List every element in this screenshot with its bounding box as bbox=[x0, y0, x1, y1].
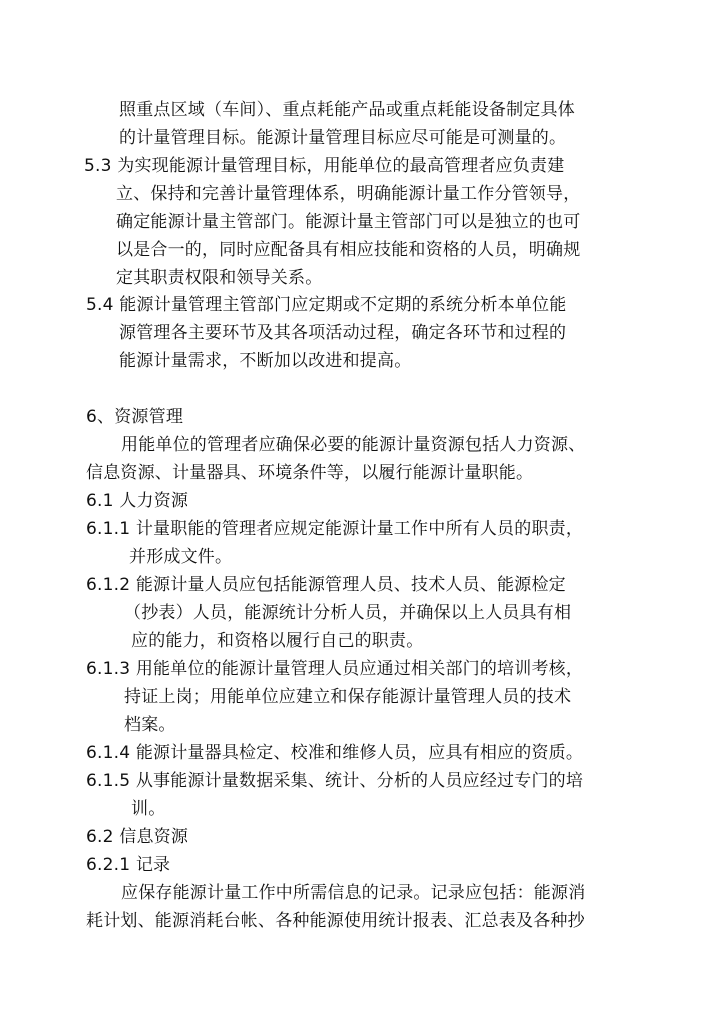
subsection-heading-6-1: 6.1 人力资源 bbox=[86, 491, 189, 511]
text-line: 照重点区域（车间）、重点耗能产品或重点耗能设备制定具体 bbox=[119, 100, 575, 120]
text-line: 档案。 bbox=[124, 715, 176, 735]
paragraph-line: 用能单位的管理者应确保必要的能源计量资源包括人力资源、 bbox=[121, 435, 586, 455]
text-line: 定其职责权限和领导关系。 bbox=[116, 268, 323, 288]
clause-6-1-5: 6.1.5 从事能源计量数据采集、统计、分析的人员应经过专门的培 bbox=[86, 771, 584, 791]
text-line: 持证上岗；用能单位应建立和保存能源计量管理人员的技术 bbox=[124, 687, 572, 707]
clause-6-2-1: 6.2.1 记录 bbox=[86, 855, 171, 875]
clause-6-1-1: 6.1.1 计量职能的管理者应规定能源计量工作中所有人员的职责， bbox=[86, 519, 584, 539]
text-line: 确定能源计量主管部门。能源计量主管部门可以是独立的也可 bbox=[116, 212, 581, 232]
text-line: 源管理各主要环节及其各项活动过程，确定各环节和过程的 bbox=[119, 323, 567, 343]
text-line: 能源计量需求，不断加以改进和提高。 bbox=[119, 351, 412, 371]
clause-5-3: 5.3 为实现能源计量管理目标，用能单位的最高管理者应负责建 bbox=[84, 156, 565, 176]
clause-6-1-3: 6.1.3 用能单位的能源计量管理人员应通过相关部门的培训考核， bbox=[86, 659, 584, 679]
section-heading-6: 6、资源管理 bbox=[86, 407, 184, 427]
subsection-heading-6-2: 6.2 信息资源 bbox=[86, 827, 189, 847]
text-line: 训。 bbox=[131, 799, 166, 819]
paragraph-line: 应保存能源计量工作中所需信息的记录。记录应包括：能源消 bbox=[121, 883, 586, 903]
clause-6-1-2: 6.1.2 能源计量人员应包括能源管理人员、技术人员、能源检定 bbox=[86, 575, 566, 595]
text-line: （抄表）人员，能源统计分析人员，并确保以上人员具有相 bbox=[124, 603, 572, 623]
paragraph-line: 耗计划、能源消耗台帐、各种能源使用统计报表、汇总表及各种抄 bbox=[86, 911, 585, 931]
clause-5-4: 5.4 能源计量管理主管部门应定期或不定期的系统分析本单位能 bbox=[86, 295, 567, 315]
text-line: 立、保持和完善计量管理体系，明确能源计量工作分管领导， bbox=[116, 184, 581, 204]
paragraph-line: 信息资源、计量器具、环境条件等，以履行能源计量职能。 bbox=[86, 463, 534, 483]
text-line: 以是合一的，同时应配备具有相应技能和资格的人员，明确规 bbox=[116, 240, 581, 260]
text-line: 并形成文件。 bbox=[129, 547, 233, 567]
text-line: 应的能力，和资格以履行自己的职责。 bbox=[131, 631, 424, 651]
text-line: 的计量管理目标。能源计量管理目标应尽可能是可测量的。 bbox=[119, 128, 567, 148]
clause-6-1-4: 6.1.4 能源计量器具检定、校准和维修人员，应具有相应的资质。 bbox=[86, 743, 584, 763]
